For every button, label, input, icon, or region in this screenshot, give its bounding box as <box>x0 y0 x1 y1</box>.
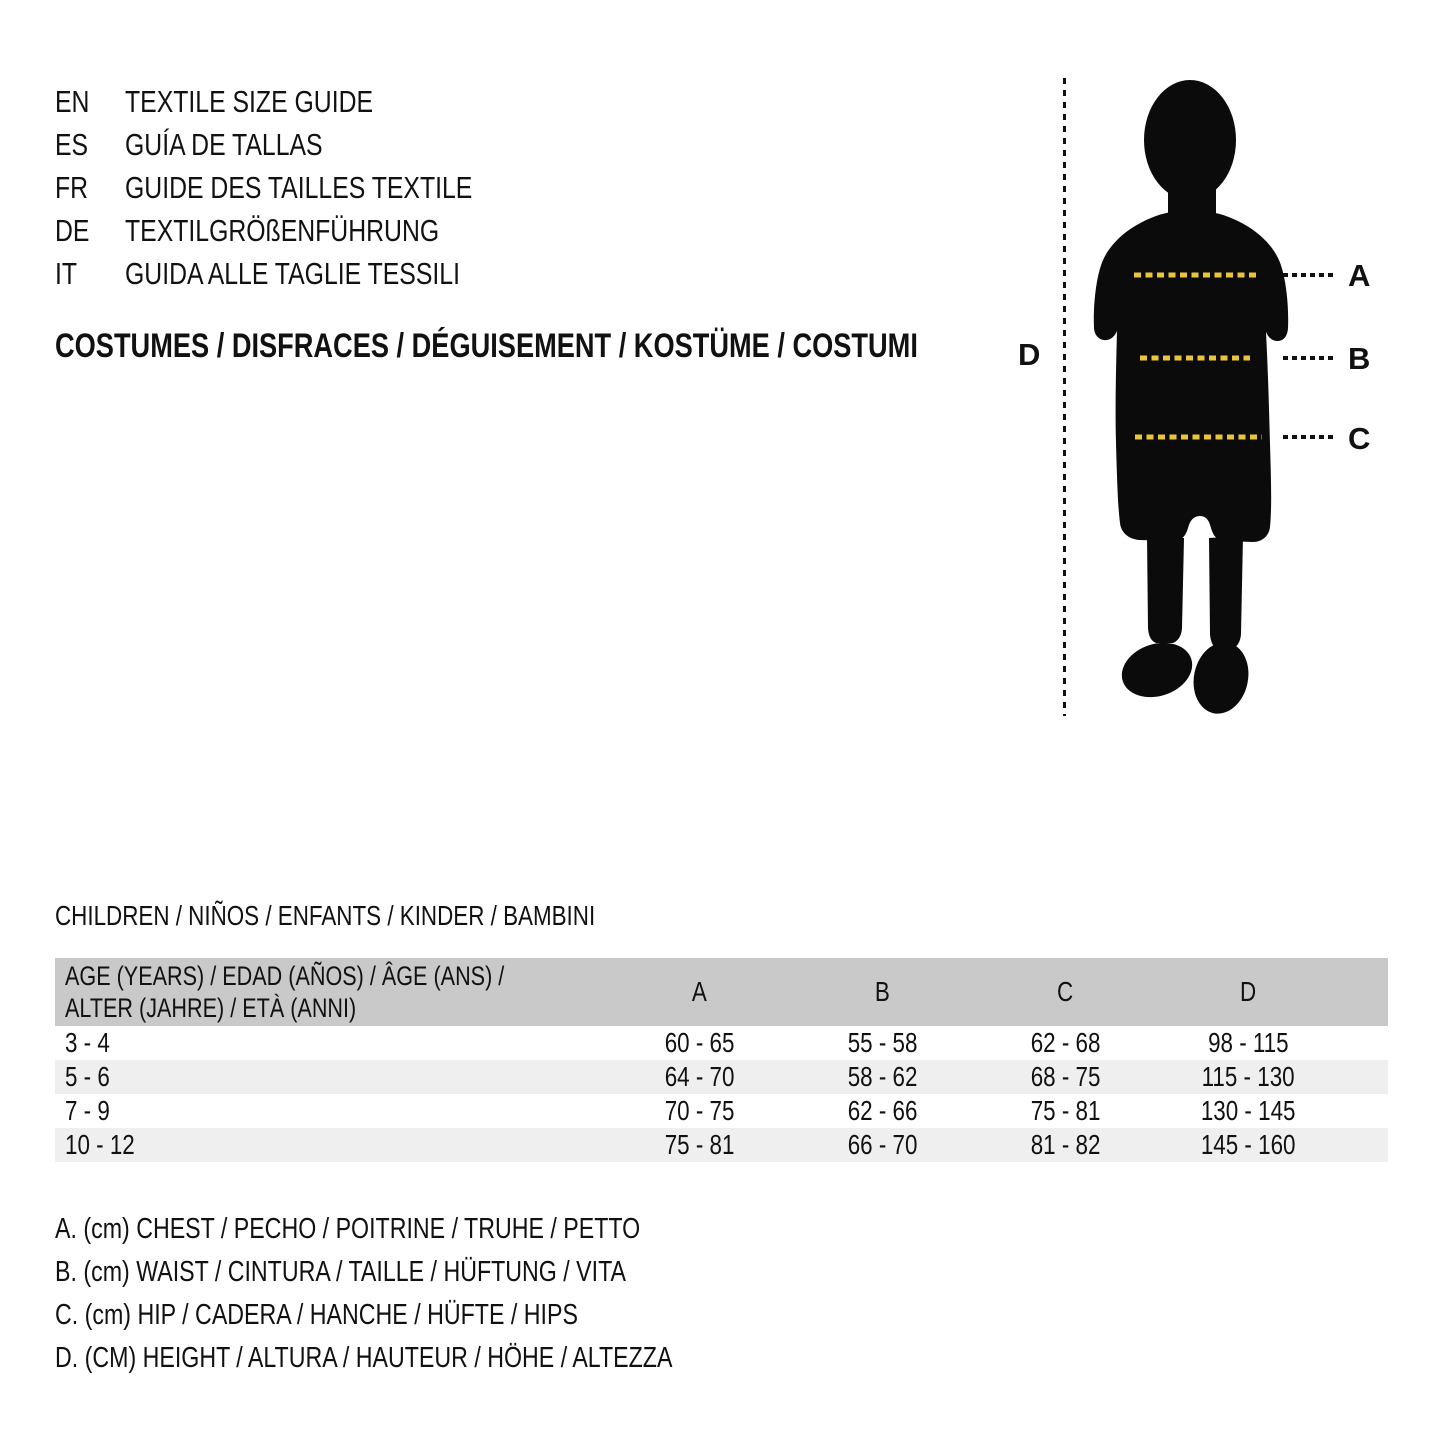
waist-value: 62 - 66 <box>847 1095 918 1126</box>
legend-hip: C. (cm) HIP / CADERA / HANCHE / HÜFTE / HIPS <box>55 1299 578 1331</box>
category-title: COSTUMES / DISFRACES / DÉGUISEMENT / KOSTÜME / COSTUMI <box>55 327 918 365</box>
figure-label-d: D <box>1018 337 1041 372</box>
language-row-en <box>55 80 559 123</box>
chest-value: 70 - 75 <box>664 1095 735 1126</box>
hip-value: 68 - 75 <box>1030 1061 1101 1092</box>
age-value: 7 - 9 <box>65 1095 110 1126</box>
height-measure-line-d <box>1063 78 1066 716</box>
connector-line-c <box>1283 435 1333 439</box>
figure-label-c: C <box>1348 421 1371 456</box>
figure-label-b: B <box>1348 341 1371 376</box>
chest-value: 64 - 70 <box>664 1061 735 1092</box>
column-header-c: C <box>1057 976 1074 1007</box>
column-header-a: A <box>692 976 707 1007</box>
language-row-fr <box>55 166 559 209</box>
language-row-es <box>55 123 559 166</box>
height-value: 145 - 160 <box>1201 1129 1296 1160</box>
language-row-it <box>55 252 559 295</box>
height-value: 130 - 145 <box>1201 1095 1296 1126</box>
language-row-de <box>55 209 559 252</box>
figure-label-a: A <box>1348 258 1371 293</box>
age-value: 3 - 4 <box>65 1027 110 1058</box>
measurement-figure <box>990 60 1445 740</box>
child-silhouette-graphic <box>1090 78 1290 718</box>
children-size-table <box>55 958 1388 1162</box>
waist-value: 66 - 70 <box>847 1129 918 1160</box>
connector-line-a <box>1283 273 1333 277</box>
guide-title-en: TEXTILE SIZE GUIDE <box>125 83 374 119</box>
measurement-legend <box>55 1208 827 1380</box>
column-header-b: B <box>875 976 890 1007</box>
hip-value: 75 - 81 <box>1030 1095 1101 1126</box>
hip-value: 62 - 68 <box>1030 1027 1101 1058</box>
height-value: 115 - 130 <box>1202 1061 1295 1092</box>
guide-title-it: GUIDA ALLE TAGLIE TESSILI <box>125 255 460 291</box>
legend-chest: A. (cm) CHEST / PECHO / POITRINE / TRUHE / PETTO <box>55 1213 641 1245</box>
guide-title-fr: GUIDE DES TAILLES TEXTILE <box>125 169 473 205</box>
table-row <box>55 1060 1388 1094</box>
hip-value: 81 - 82 <box>1030 1129 1101 1160</box>
table-row <box>55 1026 1388 1060</box>
children-section-title: CHILDREN / NIÑOS / ENFANTS / KINDER / BAMBINI <box>55 900 596 931</box>
legend-waist: B. (cm) WAIST / CINTURA / TAILLE / HÜFTUNG / VITA <box>55 1256 627 1288</box>
age-column-header: AGE (YEARS) / EDAD (AÑOS) / ÂGE (ANS) / ALTER (JAHRE) / ETÀ (ANNI) <box>65 961 505 1023</box>
guide-title-es: GUÍA DE TALLAS <box>125 126 323 162</box>
connector-line-b <box>1283 356 1333 360</box>
age-value: 10 - 12 <box>65 1129 135 1160</box>
language-code: DE <box>55 212 90 248</box>
legend-height: D. (CM) HEIGHT / ALTURA / HAUTEUR / HÖHE / ALTEZZA <box>55 1342 673 1374</box>
language-title-list <box>55 80 559 295</box>
table-row <box>55 1128 1388 1162</box>
language-code: EN <box>55 83 90 119</box>
height-value: 98 - 115 <box>1208 1027 1289 1058</box>
size-table-header <box>55 958 1388 1026</box>
child-silhouette <box>1094 80 1288 718</box>
guide-title-de: TEXTILGRÖßENFÜHRUNG <box>125 212 440 248</box>
waist-value: 55 - 58 <box>847 1027 918 1058</box>
chest-value: 60 - 65 <box>664 1027 735 1058</box>
age-value: 5 - 6 <box>65 1061 110 1092</box>
chest-value: 75 - 81 <box>664 1129 735 1160</box>
waist-value: 58 - 62 <box>847 1061 918 1092</box>
table-row <box>55 1094 1388 1128</box>
language-code: ES <box>55 126 89 162</box>
column-header-d: D <box>1240 976 1257 1007</box>
language-code: FR <box>55 169 89 205</box>
language-code: IT <box>55 255 78 291</box>
